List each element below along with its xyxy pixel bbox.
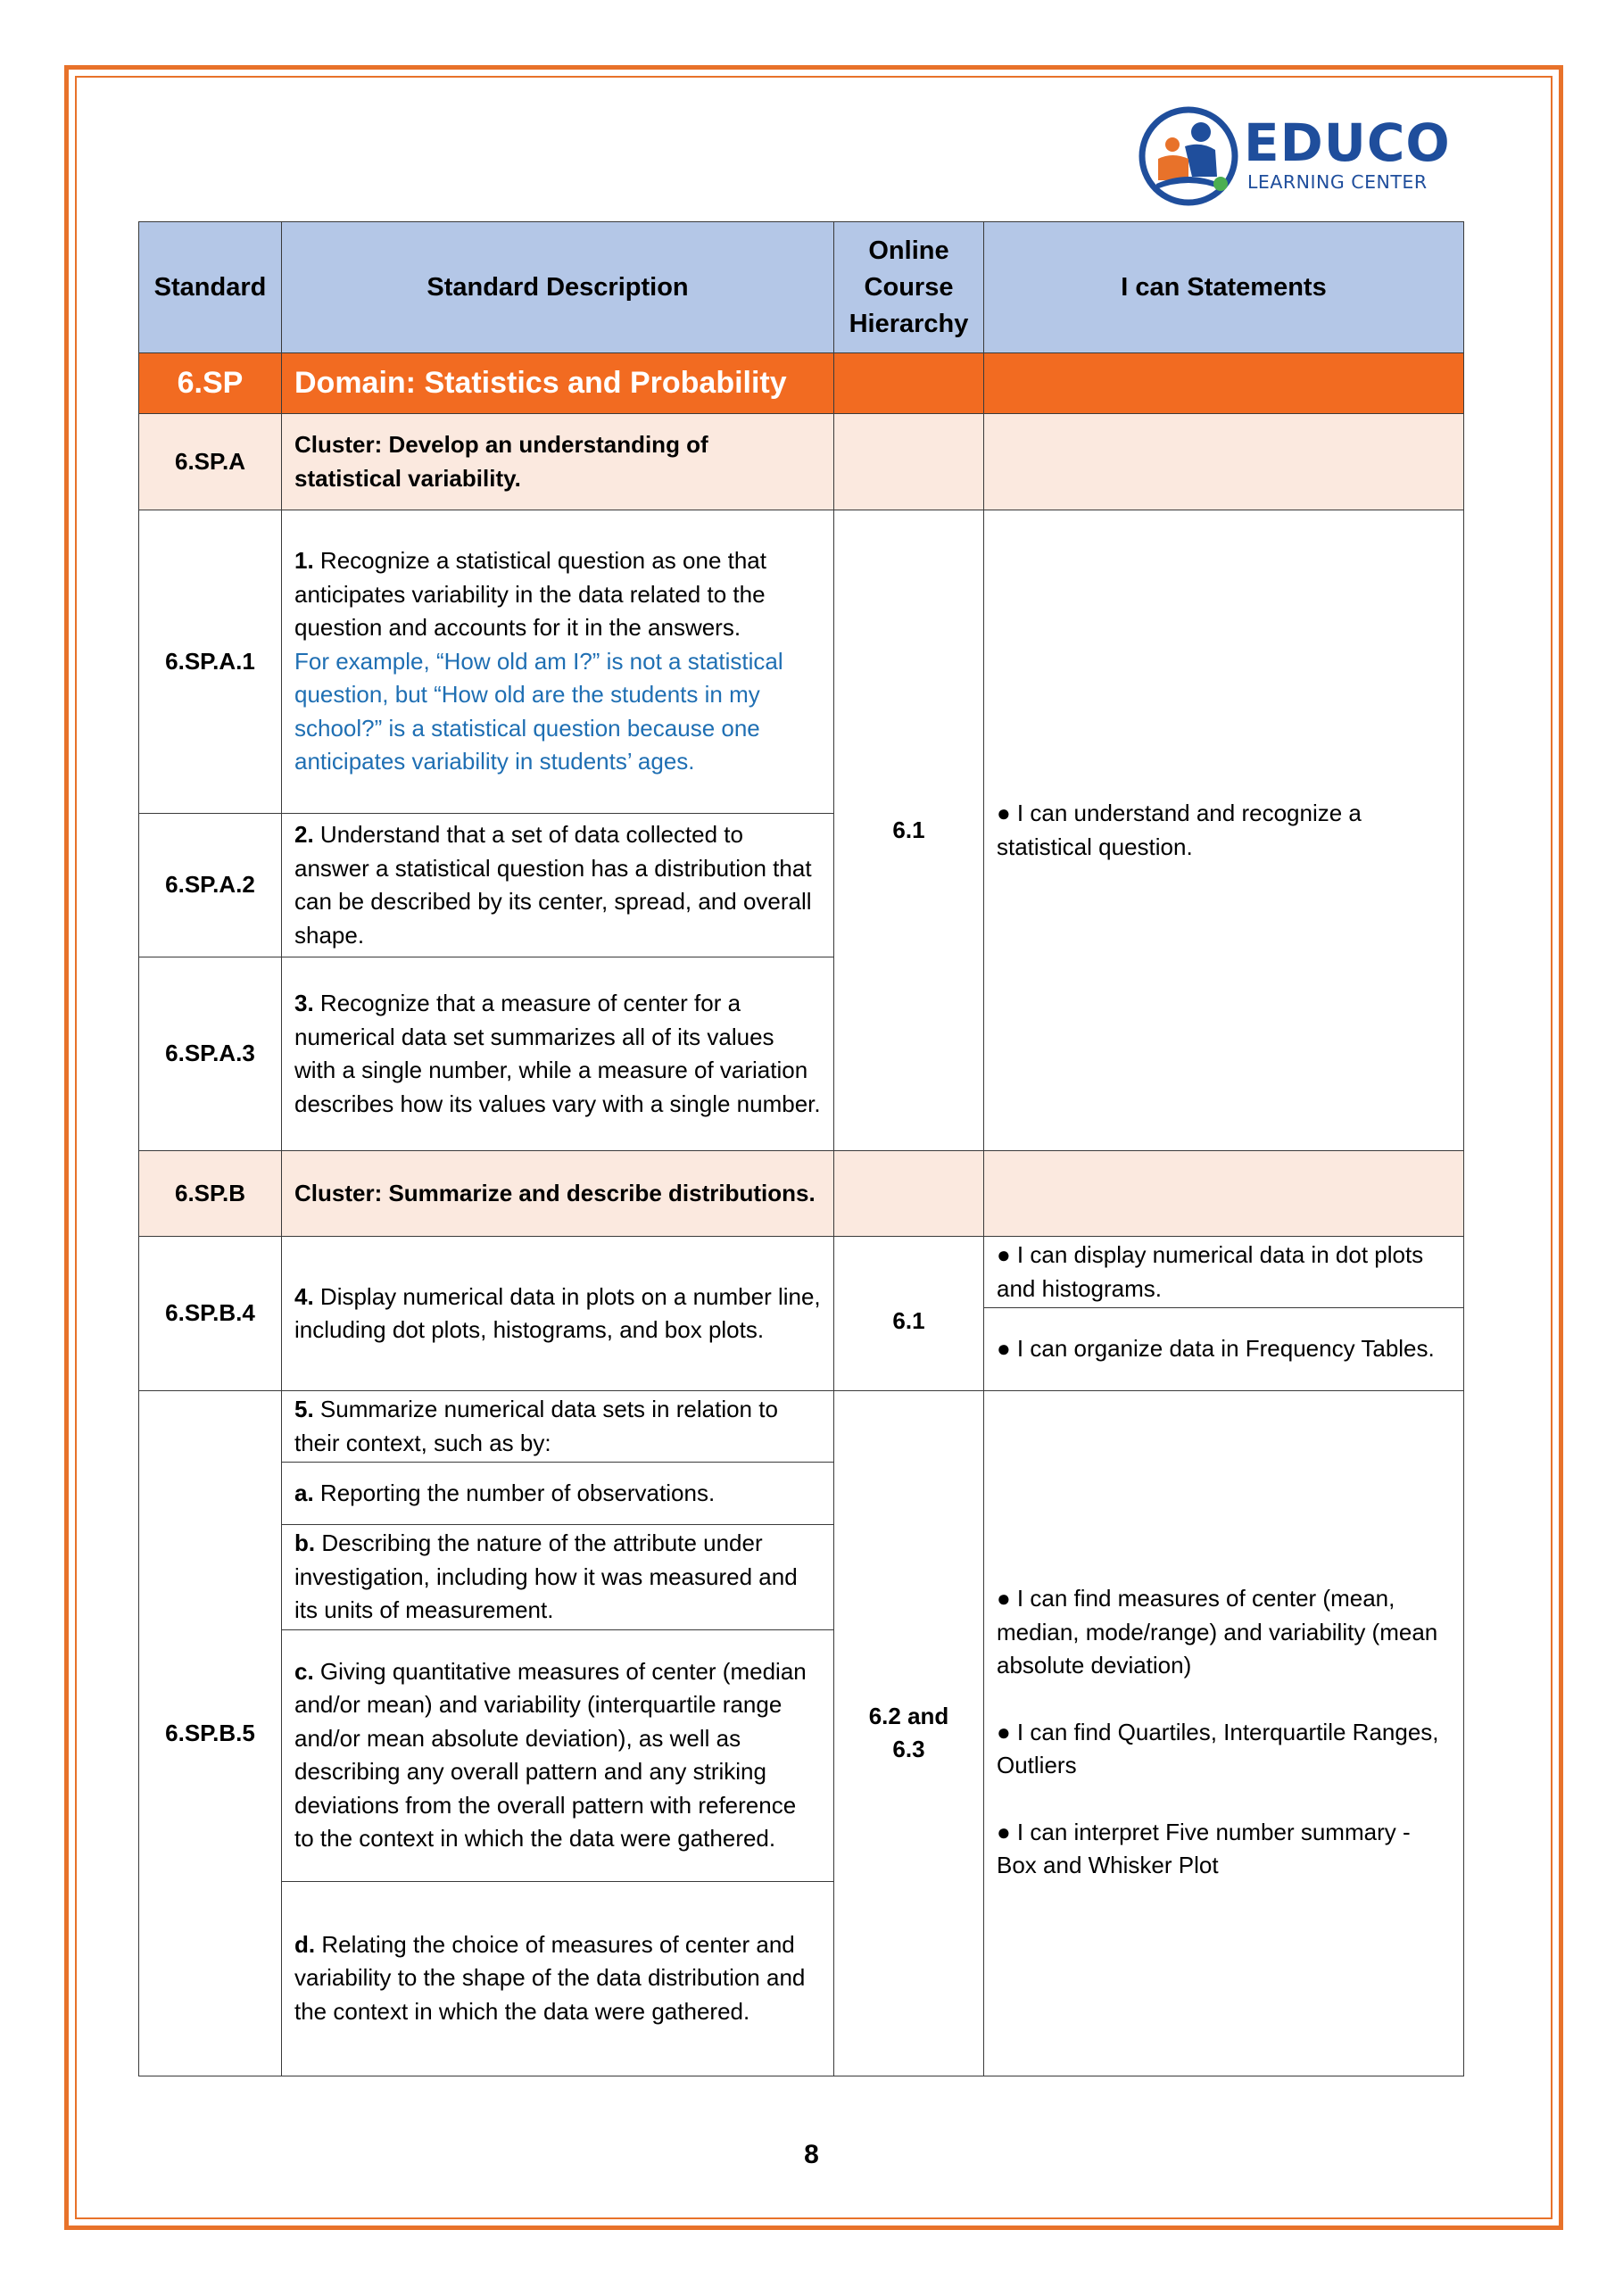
b4-ican-1: ● I can display numerical data in dot plots and histograms. bbox=[984, 1237, 1464, 1308]
b5c-description: c. Giving quantitative measures of center (median and/or mean) and variability (interquartile range and/or mean absolute deviation), as well as describing any overall pattern and any striking deviations from the overall pattern with reference to the context in which the data were gathered. bbox=[282, 1629, 834, 1881]
b5d-description: d. Relating the choice of measures of center and variability to the shape of the data distribution and the context in which the data were gathered. bbox=[282, 1881, 834, 2076]
header-ican: I can Statements bbox=[984, 222, 1464, 353]
logo-subtitle: LEARNING CENTER bbox=[1247, 171, 1428, 193]
standards-table bbox=[138, 221, 1464, 2076]
standard-row-b4-part1 bbox=[139, 1237, 1464, 1308]
standard-row-b5-intro bbox=[139, 1391, 1464, 1463]
header-standard: Standard bbox=[139, 222, 282, 353]
b4-hierarchy: 6.1 bbox=[834, 1237, 984, 1391]
b5-ican bbox=[984, 1391, 1464, 2076]
a1-code: 6.SP.A.1 bbox=[139, 510, 282, 814]
a1-example: For example, “How old am I?” is not a statistical question, but “How old are the students in my school?” is a statistical question because one anticipates variability in students’ ages. bbox=[294, 647, 783, 775]
domain-code: 6.SP bbox=[139, 353, 282, 414]
b5-hierarchy: 6.2 and 6.3 bbox=[834, 1391, 984, 2076]
cluster-b-code: 6.SP.B bbox=[139, 1151, 282, 1237]
cluster-row-b bbox=[139, 1151, 1464, 1237]
cluster-a-title: Cluster: Develop an understanding of statistical variability. bbox=[282, 414, 834, 510]
b4-description: 4. Display numerical data in plots on a number line, including dot plots, histograms, and box plots. bbox=[282, 1237, 834, 1391]
b5a-description: a. Reporting the number of observations. bbox=[282, 1463, 834, 1525]
b5-ican-3: ● I can interpret Five number summary - Box and Whisker Plot bbox=[997, 1818, 1411, 1878]
b5-ican-2: ● I can find Quartiles, Interquartile Ranges, Outliers bbox=[997, 1718, 1439, 1778]
b5-code: 6.SP.B.5 bbox=[139, 1391, 282, 2076]
standard-row-a1 bbox=[139, 510, 1464, 814]
educo-logo bbox=[1139, 105, 1469, 208]
a2-description: 2. Understand that a set of data collected to answer a statistical question has a distribution that can be described by its center, spread, and overall shape. bbox=[282, 814, 834, 957]
a1-description: 1. Recognize a statistical question as one that anticipates variability in the data related to the question and accounts for it in the answers. For example, “How old am I?” is not a statistical question, but “How old are the students in my school?” is a statistical question because one anticipates variability in students’ ages. bbox=[282, 510, 834, 814]
a-ican: ● I can understand and recognize a statistical question. bbox=[984, 510, 1464, 1151]
b5-ican-1: ● I can find measures of center (mean, median, mode/range) and variability (mean absolute deviation) bbox=[997, 1585, 1438, 1678]
a3-code: 6.SP.A.3 bbox=[139, 957, 282, 1151]
cluster-a-code: 6.SP.A bbox=[139, 414, 282, 510]
domain-row bbox=[139, 353, 1464, 414]
a2-code: 6.SP.A.2 bbox=[139, 814, 282, 957]
educo-logo-icon bbox=[1139, 105, 1241, 208]
cluster-b-title: Cluster: Summarize and describe distributions. bbox=[282, 1151, 834, 1237]
domain-title: Domain: Statistics and Probability bbox=[282, 353, 834, 414]
table-header-row bbox=[139, 222, 1464, 353]
a-hierarchy: 6.1 bbox=[834, 510, 984, 1151]
cluster-row-a bbox=[139, 414, 1464, 510]
b4-code: 6.SP.B.4 bbox=[139, 1237, 282, 1391]
b4-ican-2: ● I can organize data in Frequency Tables. bbox=[984, 1308, 1464, 1391]
b5b-description: b. Describing the nature of the attribute under investigation, including how it was measured and its units of measurement. bbox=[282, 1525, 834, 1630]
b5-description: 5. Summarize numerical data sets in relation to their context, such as by: bbox=[282, 1391, 834, 1463]
header-description: Standard Description bbox=[282, 222, 834, 353]
a3-description: 3. Recognize that a measure of center for a numerical data set summarizes all of its values with a single number, while a measure of variation describes how its values vary with a single number. bbox=[282, 957, 834, 1151]
page-number: 8 bbox=[804, 2140, 819, 2169]
header-hierarchy: Online Course Hierarchy bbox=[834, 222, 984, 353]
logo-title: EDUCO bbox=[1244, 112, 1451, 173]
